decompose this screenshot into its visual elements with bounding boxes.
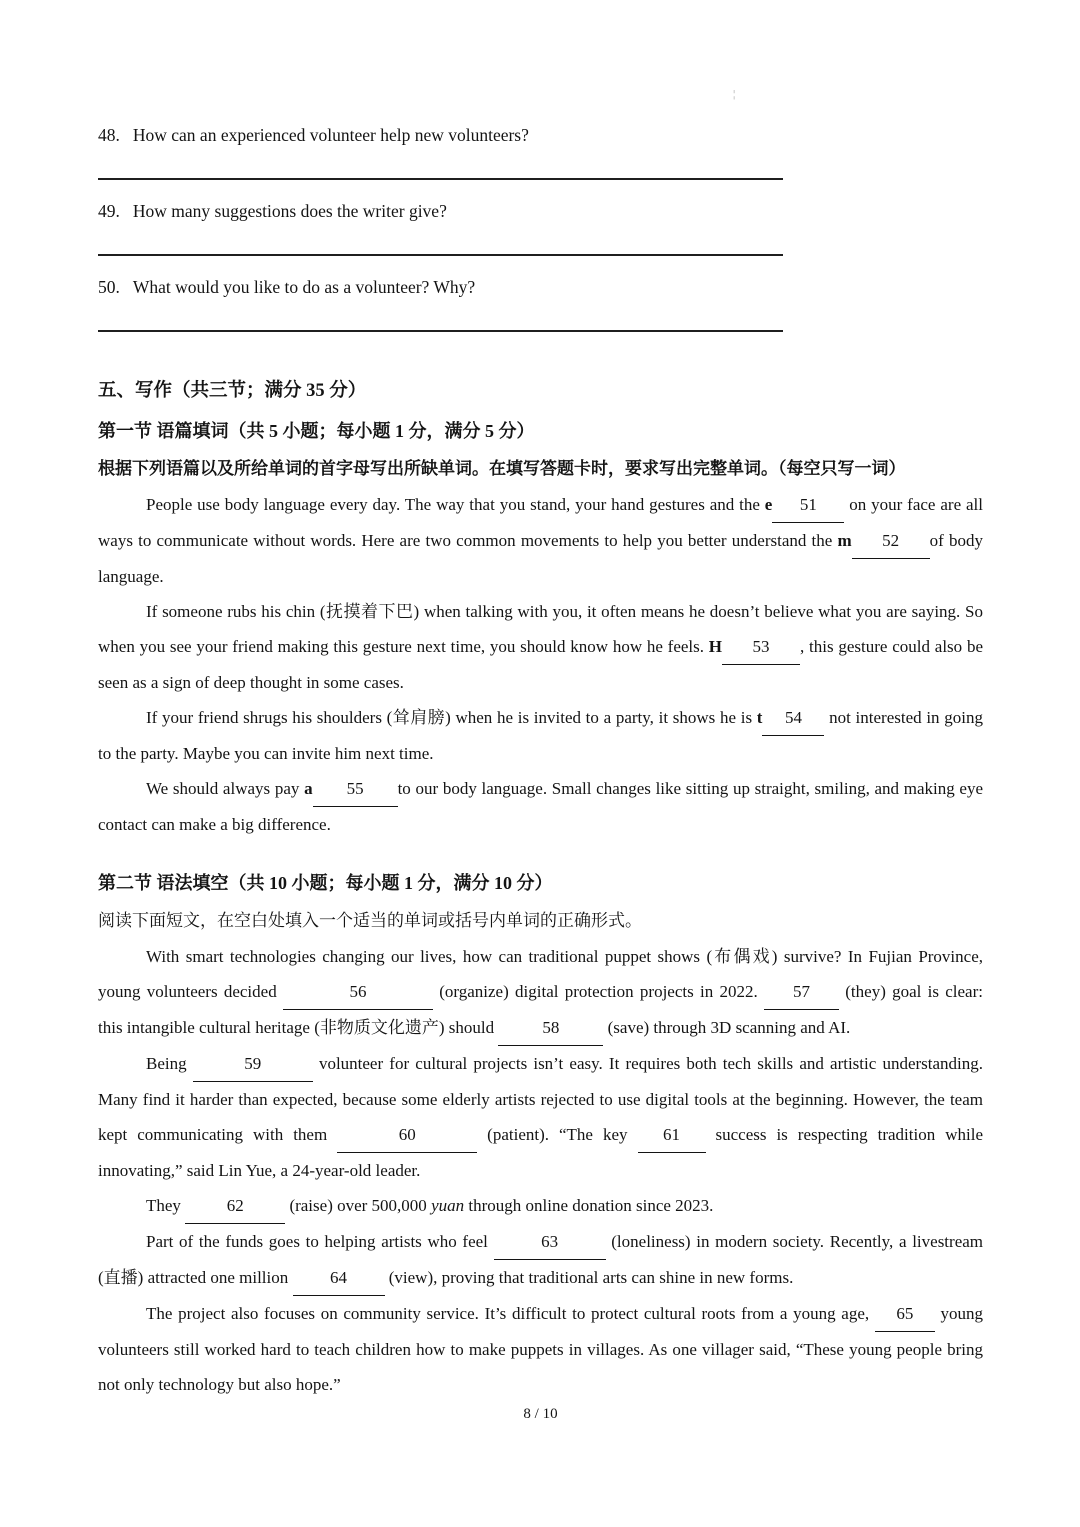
question-number: 48.: [98, 125, 120, 145]
answer-blank-60: 60: [337, 1117, 477, 1153]
answer-blank-58: 58: [498, 1010, 603, 1046]
answer-blank-57: 57: [764, 974, 839, 1010]
part1-heading: 第一节 语篇填词（共 5 小题；每小题 1 分，满分 5 分）: [98, 421, 535, 441]
page-number: 8 / 10: [523, 1406, 558, 1422]
question-number: 49.: [98, 201, 120, 221]
text-run: success is respecting tradition while innovating,” said Lin Yue, a 24-year-old leader.: [98, 1125, 983, 1180]
passage-paragraph: [98, 594, 983, 700]
answer-blank-54: 54: [762, 700, 824, 736]
answer-blank-51: 51: [772, 487, 844, 523]
text-run: t: [756, 708, 763, 727]
page-content: [98, 124, 983, 1424]
answer-line: [98, 330, 783, 332]
answer-blank-61: 61: [638, 1117, 706, 1153]
question-item: [98, 124, 983, 180]
text-run: (loneliness) in modern society. Recently, a livestream (直播) attracted one million: [98, 1232, 984, 1287]
text-run: H: [708, 637, 723, 656]
part2-heading: 第二节 语法填空（共 10 小题；每小题 1 分，满分 10 分）: [98, 873, 553, 893]
answer-line: [98, 178, 783, 180]
text-run: People use body language every day. The way that you stand, your hand gestures and the: [146, 495, 765, 514]
passage-paragraph: [98, 1296, 983, 1402]
text-run: (patient). “The key: [477, 1125, 638, 1144]
text-run: They: [146, 1196, 186, 1215]
answer-blank-65: 65: [875, 1296, 935, 1332]
part2-instructions: 阅读下面短文，在空白处填入一个适当的单词或括号内单词的正确形式。: [98, 911, 642, 930]
text-run: volunteer for cultural projects isn’t easy. It requires both tech skills and artistic understanding. Many find it harder than expected, because some elderly artists rejected to use digital tools at the beginning. However, the team kept communicating with them: [98, 1054, 984, 1144]
text-run: to our body language. Small changes like sitting up straight, smiling, and making eye contact can make a big difference.: [98, 779, 983, 834]
text-run: If someone rubs his chin (抚摸着下巴) when talking with you, it often means he doesn’t believe what you are saying. So when you see your friend making this gesture next time, you should know how he feels.: [98, 602, 983, 656]
text-run: young volunteers still worked hard to teach children how to make puppets in villages. As one villager said, “These young people bring not only technology but also hope.”: [98, 1304, 983, 1394]
question-item: [98, 276, 983, 332]
text-run: (raise) over 500,000: [285, 1196, 432, 1215]
answer-blank-59: 59: [193, 1046, 313, 1082]
question-line: [98, 124, 983, 146]
text-run: m: [837, 531, 852, 550]
short-answer-section: [98, 124, 983, 332]
text-run: not interested in going to the party. Maybe you can invite him next time.: [98, 708, 983, 763]
writing-section-title: 五、写作（共三节；满分 35 分）: [98, 381, 367, 401]
page-artifact: ¦: [733, 88, 736, 100]
passage-paragraph: [98, 1046, 983, 1188]
passage-paragraph: [98, 1188, 983, 1224]
text-run: Being: [146, 1054, 193, 1073]
passage-paragraph: [98, 700, 983, 771]
part1-instructions: 根据下列语篇以及所给单词的首字母写出所缺单词。在填写答题卡时，要求写出完整单词。（每空只写一词）: [98, 459, 906, 478]
answer-blank-52: 52: [852, 523, 930, 559]
text-run: The project also focuses on community service. It’s difficult to protect cultural roots from a young age,: [146, 1304, 875, 1323]
text-run: of body language.: [98, 531, 983, 586]
passage-paragraph: [98, 1224, 983, 1296]
text-run: on your face are all ways to communicate without words. Here are two common movements to help you better understand the: [98, 495, 984, 550]
question-text: What would you like to do as a volunteer? Why?: [132, 277, 476, 297]
text-run: e: [764, 495, 773, 514]
text-run: through online donation since 2023.: [464, 1196, 714, 1215]
answer-line: [98, 254, 783, 256]
answer-blank-53: 53: [722, 629, 800, 665]
answer-blank-62: 62: [185, 1188, 285, 1224]
text-run: If your friend shrugs his shoulders (耸肩膀) when he is invited to a party, it shows he is: [146, 708, 757, 727]
passage-paragraph: [98, 487, 983, 594]
question-line: [98, 200, 983, 222]
part1-passage: [98, 487, 983, 842]
text-run: (they) goal is clear: this intangible cultural heritage (非物质文化遗产) should: [98, 982, 983, 1037]
text-run: We should always pay: [146, 779, 305, 798]
text-run: (save) through 3D scanning and AI.: [603, 1018, 851, 1037]
passage-paragraph: [98, 939, 983, 1046]
question-number: 50.: [98, 277, 120, 297]
answer-blank-55: 55: [313, 771, 398, 807]
text-run: (organize) digital protection projects in 2022.: [432, 982, 764, 1001]
text-run: , this gesture could also be seen as a sign of deep thought in some cases.: [98, 637, 983, 692]
part2-passage: [98, 939, 983, 1402]
question-text: How can an experienced volunteer help new volunteers?: [132, 125, 529, 145]
answer-blank-56: 56: [283, 974, 433, 1010]
text-run: Part of the funds goes to helping artists who feel: [146, 1232, 494, 1251]
answer-blank-63: 63: [494, 1224, 606, 1260]
question-line: [98, 276, 983, 298]
text-run: a: [304, 779, 313, 798]
passage-paragraph: [98, 771, 983, 842]
text-run: (view), proving that traditional arts can shine in new forms.: [384, 1268, 794, 1287]
text-run: yuan: [431, 1196, 465, 1215]
text-run: With smart technologies changing our lives, how can traditional puppet shows (布偶戏) survive? In Fujian Province, young volunteers decided: [98, 947, 983, 1001]
answer-blank-64: 64: [293, 1260, 385, 1296]
question-text: How many suggestions does the writer give?: [132, 201, 447, 221]
question-item: [98, 200, 983, 256]
